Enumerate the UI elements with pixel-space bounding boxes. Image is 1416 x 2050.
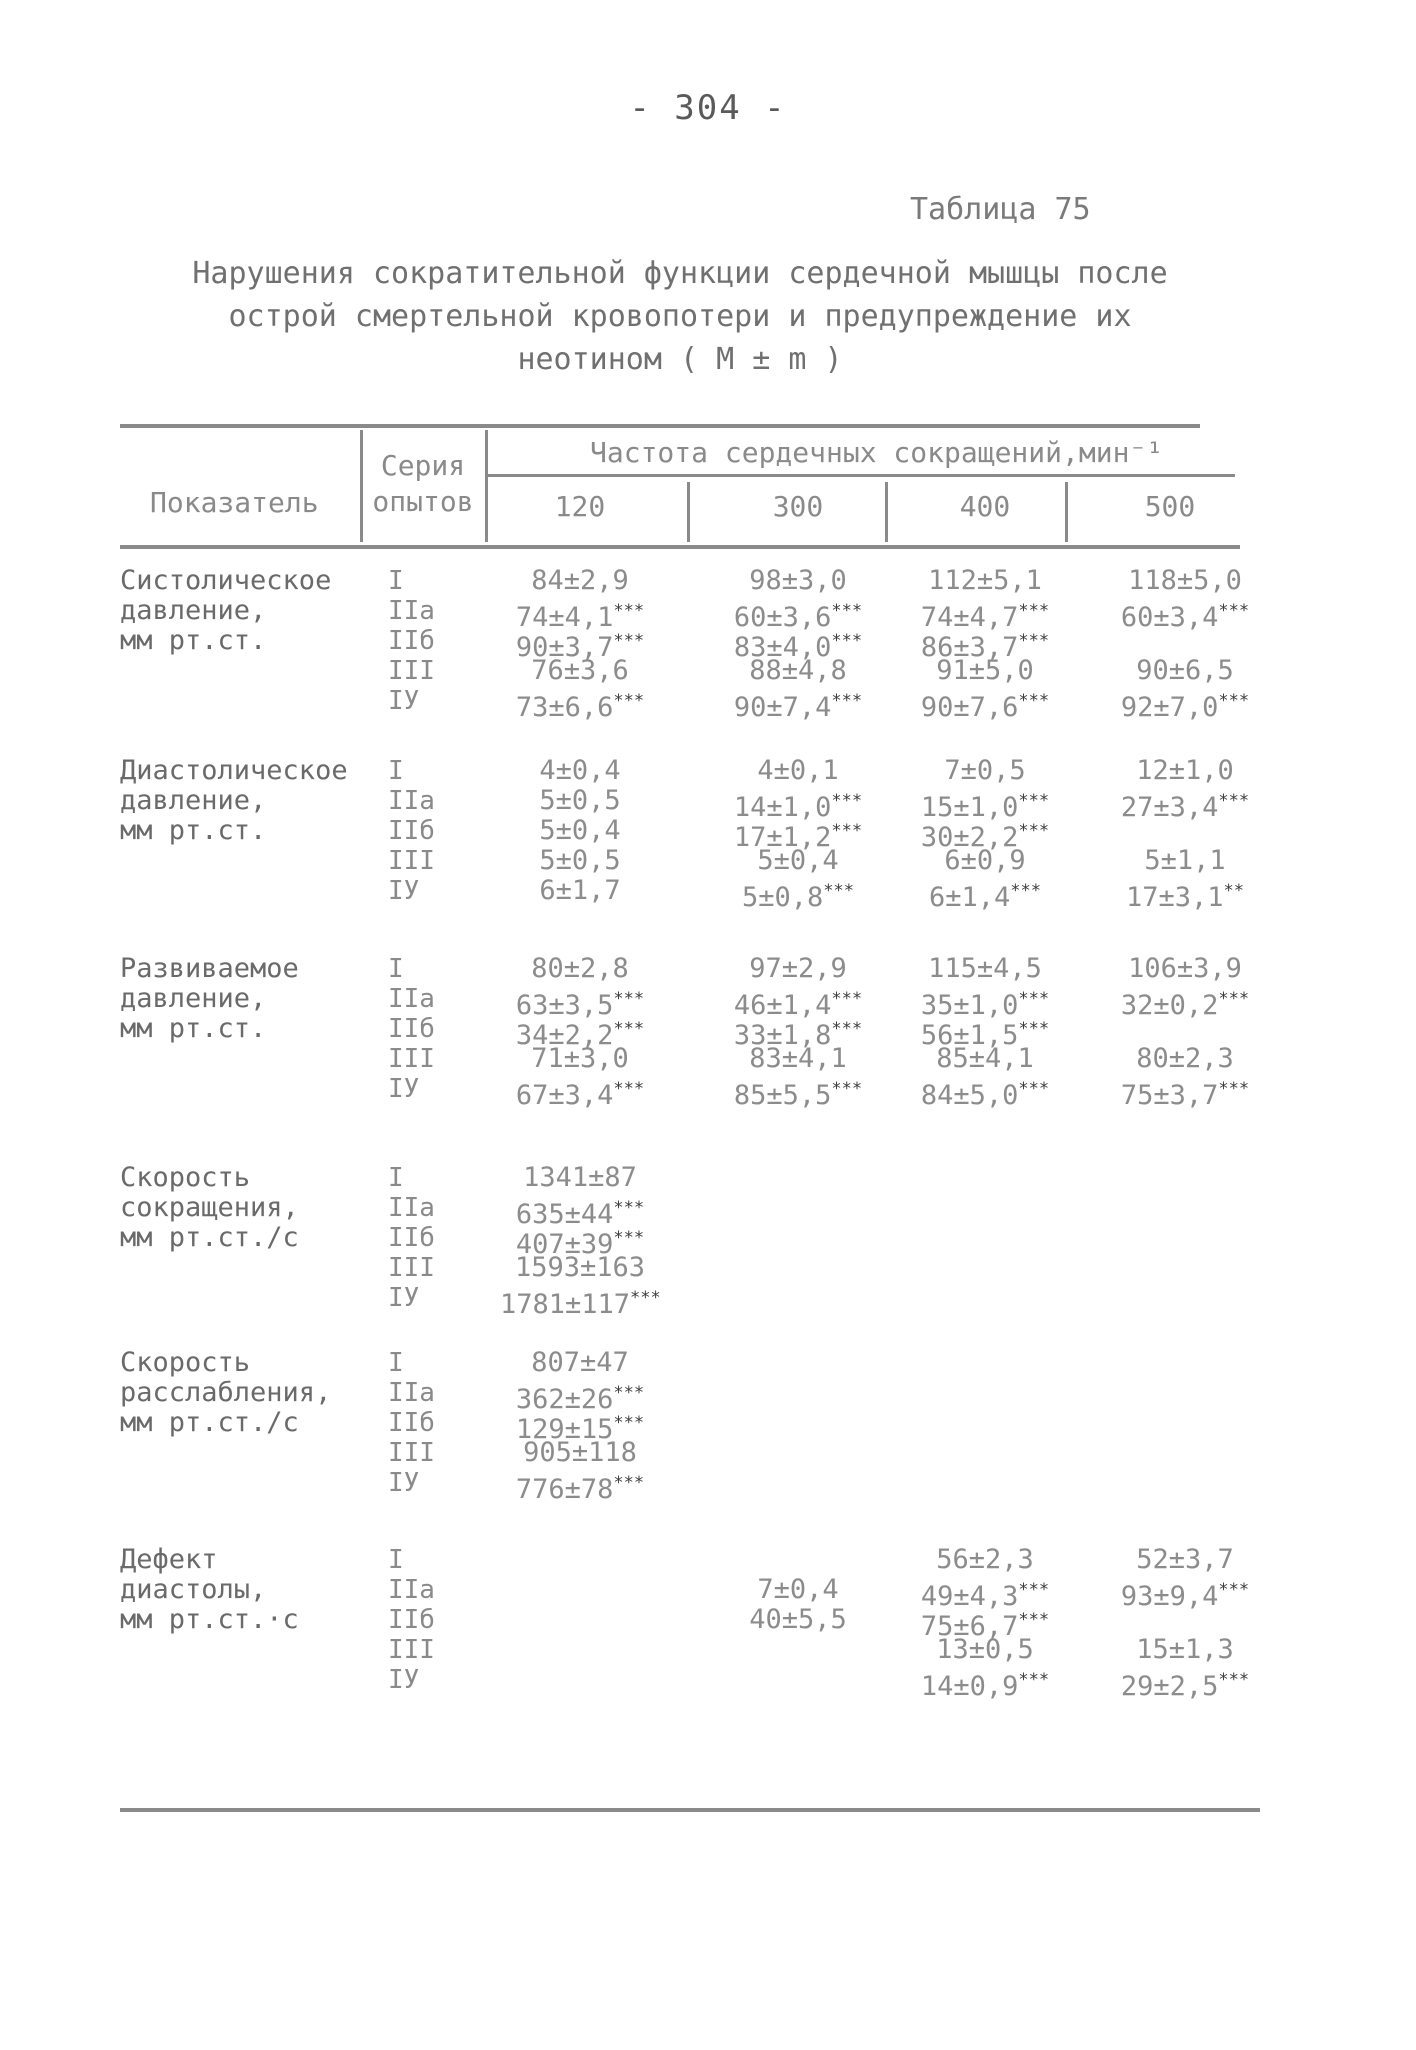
significance-stars: ***	[613, 1019, 645, 1039]
table-cell	[1105, 1193, 1265, 1223]
header-col-400: 400	[959, 490, 1011, 523]
indicator-label-line: Дефект	[120, 1544, 218, 1575]
significance-stars: ***	[613, 1198, 645, 1218]
significance-stars: ***	[613, 1473, 645, 1493]
significance-stars: ***	[1218, 1580, 1250, 1600]
series-label: I	[388, 566, 404, 596]
table-cell: 5±0,5	[539, 785, 621, 816]
table-cell: 362±26***	[515, 1383, 645, 1415]
significance-stars: ***	[1018, 601, 1050, 621]
series-label: IУ	[388, 1283, 420, 1313]
significance-stars: ***	[613, 1413, 645, 1433]
header-col-300: 300	[772, 490, 824, 523]
table-cell: 4±0,4	[539, 755, 621, 786]
header-series-line: Серия	[380, 449, 466, 482]
table-cell	[500, 1665, 660, 1695]
indicator-label-line: Систолическое	[120, 565, 332, 596]
table-cell: 6±1,7	[539, 875, 621, 906]
series-label: IIа	[388, 596, 435, 626]
significance-stars: ***	[613, 989, 645, 1009]
table-cell	[905, 1438, 1065, 1468]
table-cell: 73±6,6***	[515, 691, 645, 723]
column-divider	[687, 482, 690, 542]
value-column	[1105, 1348, 1265, 1498]
series-list	[388, 1545, 435, 1695]
significance-stars: ***	[630, 1288, 661, 1308]
header-col-500: 500	[1144, 490, 1196, 523]
significance-stars: ***	[831, 1019, 863, 1039]
table-cell: 33±1,8***	[733, 1019, 863, 1051]
significance-stars: ***	[831, 989, 863, 1009]
table-cell: 60±3,6***	[733, 601, 863, 633]
series-label: IIб	[388, 1223, 435, 1253]
indicator-label-line: сокращения,	[120, 1192, 299, 1223]
significance-stars: ***	[831, 1079, 863, 1099]
table-cell: 12±1,0	[1136, 755, 1234, 786]
table-cell: 1341±87	[523, 1162, 637, 1193]
significance-stars: ***	[1010, 881, 1041, 901]
table-cell: 7±0,5	[944, 755, 1026, 786]
table-cell: 5±0,4	[757, 845, 839, 876]
table-cell	[1105, 1253, 1265, 1283]
table-cell: 13±0,5	[936, 1634, 1034, 1665]
series-label: IУ	[388, 1468, 420, 1498]
row-indicator-label	[120, 756, 360, 846]
indicator-label-line: давление,	[120, 983, 267, 1014]
header-indicator: Показатель	[150, 486, 319, 519]
significance-stars: ***	[1018, 1580, 1050, 1600]
significance-stars: ***	[831, 791, 863, 811]
table-cell: 635±44***	[515, 1198, 645, 1230]
value-column	[718, 1545, 878, 1695]
significance-stars: ***	[1018, 631, 1050, 651]
table-cell: 129±15***	[515, 1413, 645, 1445]
significance-stars: ***	[1218, 989, 1250, 1009]
table-cell	[1105, 1283, 1265, 1313]
table-cell	[718, 1408, 878, 1438]
value-column	[1105, 755, 1265, 913]
table-cell: 84±5,0***	[920, 1079, 1050, 1111]
indicator-label-line: мм рт.ст.·с	[120, 1604, 299, 1635]
header-series-line: опытов	[372, 485, 474, 518]
table-cell	[718, 1468, 878, 1498]
table-cell: 7±0,4	[757, 1574, 839, 1605]
series-label: IIа	[388, 1378, 435, 1408]
value-column	[905, 1348, 1065, 1498]
table-cell: 56±2,3	[936, 1544, 1034, 1575]
series-label: IУ	[388, 1665, 420, 1695]
table-cell: 30±2,2***	[920, 821, 1050, 853]
table-cell	[905, 1468, 1065, 1498]
significance-stars: ***	[1018, 1610, 1050, 1630]
series-label: III	[388, 846, 435, 876]
table-cell: 1781±117***	[500, 1288, 661, 1320]
value-column	[1105, 1163, 1265, 1313]
significance-stars: ***	[831, 691, 863, 711]
value-column	[905, 755, 1065, 913]
significance-stars: ***	[1218, 791, 1250, 811]
table-cell	[500, 1545, 660, 1575]
table-cell	[718, 1438, 878, 1468]
table-cell: 90±6,5	[1136, 655, 1234, 686]
caption-line: неотином ( M ± m )	[517, 342, 843, 377]
table-cell: 29±2,5***	[1120, 1670, 1250, 1702]
table-cell: 776±78***	[515, 1473, 645, 1505]
table-cell: 88±4,8	[749, 655, 847, 686]
table-cell	[718, 1348, 878, 1378]
table-cell: 5±0,8***	[742, 881, 854, 913]
table-cell	[905, 1378, 1065, 1408]
series-label: IIа	[388, 984, 435, 1014]
series-list	[388, 566, 435, 716]
value-column	[718, 1348, 878, 1498]
table-cell: 91±5,0	[936, 655, 1034, 686]
series-label: IIа	[388, 786, 435, 816]
table-cell: 92±7,0***	[1120, 691, 1250, 723]
column-divider	[1065, 482, 1068, 542]
indicator-label-line: диастолы,	[120, 1574, 267, 1605]
table-cell	[1105, 1468, 1265, 1498]
value-column	[1105, 1544, 1265, 1702]
table-cell	[1105, 1163, 1265, 1193]
table-label: Таблица 75	[910, 192, 1091, 227]
table-cell	[905, 1163, 1065, 1193]
row-indicator-label	[120, 954, 360, 1044]
table-cell: 17±3,1**	[1125, 881, 1245, 913]
column-divider	[485, 430, 488, 542]
table-cell: 118±5,0	[1128, 565, 1242, 596]
table-cell: 90±7,6***	[920, 691, 1050, 723]
table-cell	[1105, 1223, 1265, 1253]
table-cell: 74±4,7***	[920, 601, 1050, 633]
table-cell	[905, 1348, 1065, 1378]
table-cell: 75±6,7***	[920, 1610, 1050, 1642]
series-label: III	[388, 1635, 435, 1665]
table-cell	[1105, 1408, 1265, 1438]
series-label: I	[388, 1348, 404, 1378]
significance-stars: ***	[613, 1079, 645, 1099]
value-column	[718, 953, 878, 1111]
table-cell: 27±3,4***	[1120, 791, 1250, 823]
series-label: I	[388, 954, 404, 984]
table-cell: 49±4,3***	[920, 1580, 1050, 1612]
significance-stars: ***	[613, 691, 645, 711]
table-cell: 5±1,1	[1144, 845, 1226, 876]
indicator-label-line: давление,	[120, 595, 267, 626]
table-cell: 32±0,2***	[1120, 989, 1250, 1021]
table-cell: 5±0,5	[539, 845, 621, 876]
table-cell: 85±5,5***	[733, 1079, 863, 1111]
series-label: IIа	[388, 1575, 435, 1605]
series-list	[388, 954, 435, 1104]
table-cell: 84±2,9	[531, 565, 629, 596]
value-column	[905, 953, 1065, 1111]
table-cell: 5±0,4	[539, 815, 621, 846]
series-label: IУ	[388, 1074, 420, 1104]
table-cell: 17±1,2***	[733, 821, 863, 853]
table-cell: 14±0,9***	[920, 1670, 1050, 1702]
value-column	[718, 755, 878, 913]
table-cell	[905, 1193, 1065, 1223]
indicator-label-line: расслабления,	[120, 1377, 332, 1408]
table-cell: 90±7,4***	[733, 691, 863, 723]
table-cell: 93±9,4***	[1120, 1580, 1250, 1612]
series-label: IIб	[388, 1408, 435, 1438]
table-cell: 106±3,9	[1128, 953, 1242, 984]
table-cell	[905, 1283, 1065, 1313]
table-cell: 56±1,5***	[920, 1019, 1050, 1051]
series-list	[388, 1163, 435, 1313]
header-bottom-rule	[120, 545, 1240, 549]
table-cell	[500, 1575, 660, 1605]
significance-stars: ***	[613, 1383, 645, 1403]
header-col-120: 120	[554, 490, 606, 523]
value-column	[905, 1163, 1065, 1313]
column-divider	[885, 482, 888, 542]
series-label: III	[388, 1253, 435, 1283]
series-list	[388, 1348, 435, 1498]
indicator-label-line: Диастолическое	[120, 755, 348, 786]
significance-stars: ***	[823, 881, 854, 901]
table-cell	[905, 1408, 1065, 1438]
value-column	[500, 1162, 661, 1320]
table-cell: 905±118	[523, 1437, 637, 1468]
table-cell: 112±5,1	[928, 565, 1042, 596]
indicator-label-line: мм рт.ст.	[120, 1013, 267, 1044]
table-cell: 1593±163	[514, 1252, 646, 1283]
indicator-label-line: давление,	[120, 785, 267, 816]
significance-stars: ***	[1018, 1670, 1050, 1690]
table-cell: 75±3,7***	[1120, 1079, 1250, 1111]
caption-line: острой смертельной кровопотери и предупреждение их	[228, 299, 1132, 334]
value-column	[1105, 953, 1265, 1111]
series-label: IIб	[388, 816, 435, 846]
table-cell	[718, 1378, 878, 1408]
table-cell: 83±4,0***	[733, 631, 863, 663]
page-number: - 304 -	[629, 88, 787, 128]
table-cell: 80±2,8	[531, 953, 629, 984]
series-label: I	[388, 1163, 404, 1193]
series-label: I	[388, 756, 404, 786]
table-caption	[160, 252, 1200, 381]
value-column	[500, 1545, 660, 1695]
significance-stars: ***	[1018, 989, 1050, 1009]
table-cell: 60±3,4***	[1120, 601, 1250, 633]
table-cell: 115±4,5	[928, 953, 1042, 984]
header-series	[362, 448, 484, 520]
significance-stars: ***	[831, 821, 863, 841]
value-column	[1105, 565, 1265, 723]
value-column	[718, 1163, 878, 1313]
table-cell	[500, 1635, 660, 1665]
significance-stars: ***	[1218, 1670, 1250, 1690]
indicator-label-line: Скорость	[120, 1162, 251, 1193]
indicator-label-line: Развиваемое	[120, 953, 299, 984]
table-cell: 90±3,7***	[515, 631, 645, 663]
table-cell	[1105, 1378, 1265, 1408]
value-column	[718, 565, 878, 723]
table-cell: 76±3,6	[531, 655, 629, 686]
row-indicator-label	[120, 1348, 360, 1438]
table-top-rule	[120, 424, 1200, 428]
table-cell: 97±2,9	[749, 953, 847, 984]
table-cell: 74±4,1***	[515, 601, 645, 633]
table-cell: 6±1,4***	[929, 881, 1041, 913]
indicator-label-line: мм рт.ст.	[120, 625, 267, 656]
table-cell: 15±1,3	[1136, 1634, 1234, 1665]
table-cell: 407±39***	[515, 1228, 645, 1260]
caption-line: Нарушения сократительной функции сердечной мышцы после	[192, 256, 1168, 291]
significance-stars: ***	[1018, 1019, 1050, 1039]
significance-stars: ***	[1018, 821, 1050, 841]
significance-stars: ***	[1218, 691, 1250, 711]
table-cell	[718, 1665, 878, 1695]
series-label: IIб	[388, 1605, 435, 1635]
significance-stars: ***	[831, 601, 863, 621]
significance-stars: ***	[1018, 791, 1050, 811]
value-column	[500, 756, 660, 906]
series-label: IIб	[388, 626, 435, 656]
table-cell: 52±3,7	[1136, 1544, 1234, 1575]
table-bottom-rule	[120, 1808, 1260, 1812]
significance-stars: ***	[613, 1228, 645, 1248]
table-cell	[718, 1635, 878, 1665]
row-indicator-label	[120, 566, 360, 656]
series-label: III	[388, 1438, 435, 1468]
table-cell	[500, 1605, 660, 1635]
indicator-label-line: Скорость	[120, 1347, 251, 1378]
table-cell: 34±2,2***	[515, 1019, 645, 1051]
value-column	[500, 565, 660, 723]
significance-stars: ***	[613, 601, 645, 621]
table-cell: 6±0,9	[944, 845, 1026, 876]
value-column	[905, 565, 1065, 723]
series-label: IУ	[388, 876, 420, 906]
value-column	[905, 1544, 1065, 1702]
table-cell: 15±1,0***	[920, 791, 1050, 823]
significance-stars: ***	[1218, 1079, 1250, 1099]
significance-stars: ***	[1018, 1079, 1050, 1099]
series-list	[388, 756, 435, 906]
table-cell: 83±4,1	[749, 1043, 847, 1074]
table-cell	[718, 1223, 878, 1253]
table-cell: 35±1,0***	[920, 989, 1050, 1021]
series-label: IIб	[388, 1014, 435, 1044]
series-label: IУ	[388, 686, 420, 716]
table-cell: 63±3,5***	[515, 989, 645, 1021]
table-cell	[718, 1545, 878, 1575]
indicator-label-line: мм рт.ст./с	[120, 1407, 299, 1438]
series-label: I	[388, 1545, 404, 1575]
series-label: III	[388, 1044, 435, 1074]
significance-stars: ***	[1218, 601, 1250, 621]
value-column	[500, 953, 660, 1111]
table-cell	[718, 1253, 878, 1283]
significance-stars: ***	[831, 631, 863, 651]
header-frequency: Частота сердечных сокращений,мин⁻¹	[590, 436, 1164, 469]
table-cell: 67±3,4***	[515, 1079, 645, 1111]
table-cell: 80±2,3	[1136, 1043, 1234, 1074]
frequency-underline	[485, 474, 1235, 477]
table-cell: 40±5,5	[749, 1604, 847, 1635]
value-column	[500, 1347, 660, 1505]
row-indicator-label	[120, 1163, 360, 1253]
table-cell	[718, 1283, 878, 1313]
table-cell: 71±3,0	[531, 1043, 629, 1074]
series-label: III	[388, 656, 435, 686]
table-cell	[1105, 1348, 1265, 1378]
table-cell: 807±47	[531, 1347, 629, 1378]
significance-stars: ***	[613, 631, 645, 651]
table-cell	[718, 1193, 878, 1223]
table-cell: 46±1,4***	[733, 989, 863, 1021]
significance-stars: ***	[1018, 691, 1050, 711]
table-cell	[905, 1223, 1065, 1253]
table-cell: 14±1,0***	[733, 791, 863, 823]
row-indicator-label	[120, 1545, 360, 1635]
significance-stars: **	[1223, 881, 1245, 901]
table-cell	[905, 1253, 1065, 1283]
series-label: IIа	[388, 1193, 435, 1223]
table-cell	[1105, 1438, 1265, 1468]
table-cell	[718, 1163, 878, 1193]
table-cell: 86±3,7***	[920, 631, 1050, 663]
indicator-label-line: мм рт.ст./с	[120, 1222, 299, 1253]
table-cell: 85±4,1	[936, 1043, 1034, 1074]
indicator-label-line: мм рт.ст.	[120, 815, 267, 846]
table-cell: 4±0,1	[757, 755, 839, 786]
table-cell: 98±3,0	[749, 565, 847, 596]
